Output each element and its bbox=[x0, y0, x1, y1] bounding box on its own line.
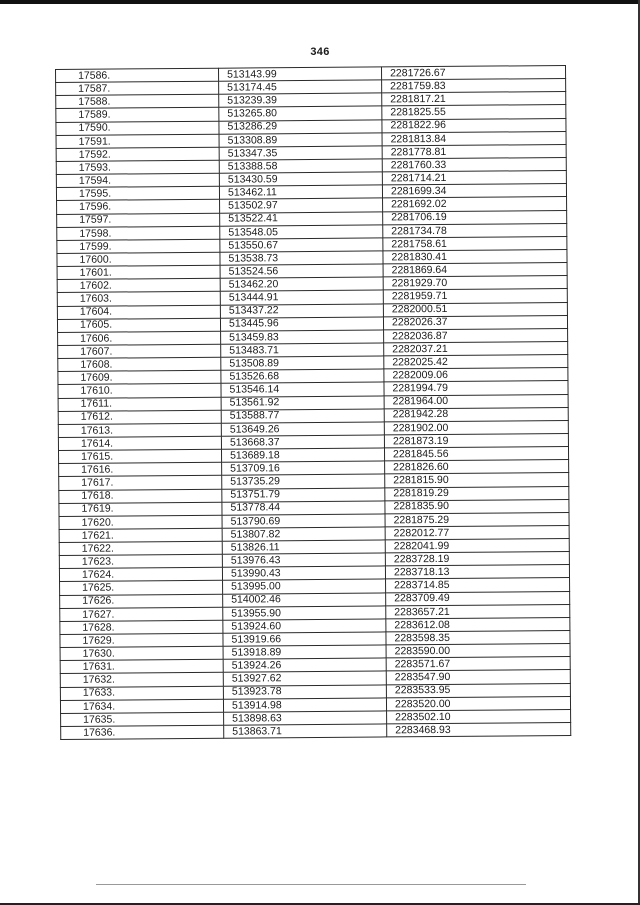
point-number-cell: 17621. bbox=[59, 528, 222, 542]
easting-cell: 513919.66 bbox=[223, 632, 386, 646]
easting-cell: 513546.14 bbox=[221, 382, 384, 396]
point-number-cell: 17622. bbox=[59, 541, 222, 555]
easting-cell: 513347.35 bbox=[219, 146, 382, 160]
point-number-cell: 17593. bbox=[56, 160, 219, 174]
northing-cell: 2281959.71 bbox=[383, 289, 567, 304]
easting-cell: 513462.20 bbox=[220, 277, 383, 291]
northing-cell: 2281699.34 bbox=[382, 184, 566, 199]
easting-cell: 513430.59 bbox=[219, 172, 382, 186]
easting-cell: 513826.11 bbox=[222, 540, 385, 554]
point-number-cell: 17606. bbox=[58, 331, 221, 345]
easting-cell: 513444.91 bbox=[220, 290, 383, 304]
northing-cell: 2281692.02 bbox=[383, 197, 567, 212]
point-number-cell: 17613. bbox=[58, 423, 221, 437]
northing-cell: 2283657.21 bbox=[386, 604, 570, 619]
easting-cell: 513502.97 bbox=[220, 198, 383, 212]
easting-cell: 513143.99 bbox=[218, 67, 381, 81]
easting-cell: 513927.62 bbox=[223, 671, 386, 685]
coordinate-table-body bbox=[56, 65, 571, 739]
northing-cell: 2281845.56 bbox=[384, 447, 568, 462]
point-number-cell: 17618. bbox=[59, 489, 222, 503]
easting-cell: 513668.37 bbox=[221, 435, 384, 449]
northing-cell: 2283520.00 bbox=[386, 696, 570, 711]
northing-cell: 2282041.99 bbox=[385, 539, 569, 554]
northing-cell: 2281822.96 bbox=[382, 118, 566, 133]
point-number-cell: 17603. bbox=[57, 292, 220, 306]
point-number-cell: 17610. bbox=[58, 384, 221, 398]
point-number-cell: 17608. bbox=[58, 357, 221, 371]
scan-top-edge bbox=[0, 0, 640, 4]
northing-cell: 2282025.42 bbox=[384, 355, 568, 370]
easting-cell: 513522.41 bbox=[220, 211, 383, 225]
easting-cell: 513462.11 bbox=[219, 185, 382, 199]
point-number-cell: 17624. bbox=[59, 568, 222, 582]
easting-cell: 513550.67 bbox=[220, 238, 383, 252]
easting-cell: 513508.89 bbox=[221, 356, 384, 370]
easting-cell: 513976.43 bbox=[222, 553, 385, 567]
northing-cell: 2281726.67 bbox=[381, 65, 565, 80]
point-number-cell: 17633. bbox=[60, 686, 223, 700]
easting-cell: 513548.05 bbox=[220, 225, 383, 239]
northing-cell: 2281819.29 bbox=[385, 486, 569, 501]
point-number-cell: 17634. bbox=[60, 699, 223, 713]
point-number-cell: 17604. bbox=[57, 305, 220, 319]
northing-cell: 2283468.93 bbox=[387, 723, 571, 738]
coordinate-table bbox=[55, 65, 571, 740]
northing-cell: 2281760.33 bbox=[382, 157, 566, 172]
point-number-cell: 17636. bbox=[61, 725, 224, 739]
easting-cell: 513778.44 bbox=[222, 501, 385, 515]
point-number-cell: 17607. bbox=[58, 344, 221, 358]
point-number-cell: 17596. bbox=[57, 200, 220, 214]
easting-cell: 513524.56 bbox=[220, 264, 383, 278]
easting-cell: 513709.16 bbox=[222, 461, 385, 475]
point-number-cell: 17609. bbox=[58, 370, 221, 384]
point-number-cell: 17594. bbox=[56, 173, 219, 187]
easting-cell: 513437.22 bbox=[220, 303, 383, 317]
easting-cell: 513174.45 bbox=[219, 80, 382, 94]
northing-cell: 2281869.64 bbox=[383, 263, 567, 278]
easting-cell: 513445.96 bbox=[220, 317, 383, 331]
point-number-cell: 17598. bbox=[57, 226, 220, 240]
northing-cell: 2283571.67 bbox=[386, 657, 570, 672]
point-number-cell: 17597. bbox=[57, 213, 220, 227]
point-number-cell: 17601. bbox=[57, 265, 220, 279]
easting-cell: 513561.92 bbox=[221, 395, 384, 409]
northing-cell: 2281706.19 bbox=[383, 210, 567, 225]
easting-cell: 513265.80 bbox=[219, 106, 382, 120]
easting-cell: 514002.46 bbox=[223, 593, 386, 607]
point-number-cell: 17587. bbox=[56, 81, 219, 95]
northing-cell: 2283590.00 bbox=[386, 644, 570, 659]
point-number-cell: 17617. bbox=[59, 476, 222, 490]
point-number-cell: 17631. bbox=[60, 660, 223, 674]
point-number-cell: 17635. bbox=[61, 712, 224, 726]
table-row bbox=[61, 723, 571, 740]
easting-cell: 513538.73 bbox=[220, 251, 383, 265]
northing-cell: 2283612.08 bbox=[386, 617, 570, 632]
northing-cell: 2281873.19 bbox=[384, 433, 568, 448]
easting-cell: 513735.29 bbox=[222, 474, 385, 488]
easting-cell: 513995.00 bbox=[223, 579, 386, 593]
point-number-cell: 17586. bbox=[56, 68, 219, 82]
northing-cell: 2281778.81 bbox=[382, 144, 566, 159]
point-number-cell: 17602. bbox=[57, 278, 220, 292]
northing-cell: 2282012.77 bbox=[385, 525, 569, 540]
northing-cell: 2283709.49 bbox=[386, 591, 570, 606]
coordinate-table-wrapper bbox=[55, 65, 571, 740]
point-number-cell: 17589. bbox=[56, 108, 219, 122]
point-number-cell: 17600. bbox=[57, 252, 220, 266]
easting-cell: 513898.63 bbox=[224, 711, 387, 725]
northing-cell: 2283502.10 bbox=[387, 709, 571, 724]
northing-cell: 2283728.19 bbox=[385, 552, 569, 567]
easting-cell: 513923.78 bbox=[223, 685, 386, 699]
easting-cell: 513308.89 bbox=[219, 133, 382, 147]
point-number-cell: 17595. bbox=[56, 186, 219, 200]
point-number-cell: 17605. bbox=[57, 318, 220, 332]
point-number-cell: 17629. bbox=[60, 633, 223, 647]
point-number-cell: 17614. bbox=[58, 436, 221, 450]
northing-cell: 2281929.70 bbox=[383, 276, 567, 291]
northing-cell: 2281964.00 bbox=[384, 394, 568, 409]
easting-cell: 513863.71 bbox=[224, 724, 387, 738]
point-number-cell: 17632. bbox=[60, 673, 223, 687]
northing-cell: 2282009.06 bbox=[384, 368, 568, 383]
northing-cell: 2281734.78 bbox=[383, 223, 567, 238]
northing-cell: 2282036.87 bbox=[384, 328, 568, 343]
northing-cell: 2282037.21 bbox=[384, 341, 568, 356]
easting-cell: 513239.39 bbox=[219, 93, 382, 107]
easting-cell: 513459.83 bbox=[221, 330, 384, 344]
easting-cell: 513924.26 bbox=[223, 658, 386, 672]
point-number-cell: 17630. bbox=[60, 646, 223, 660]
point-number-cell: 17620. bbox=[59, 515, 222, 529]
footer-rule bbox=[96, 884, 526, 885]
point-number-cell: 17611. bbox=[58, 397, 221, 411]
northing-cell: 2281758.61 bbox=[383, 236, 567, 251]
northing-cell: 2282000.51 bbox=[383, 302, 567, 317]
northing-cell: 2281875.29 bbox=[385, 512, 569, 527]
northing-cell: 2281826.60 bbox=[385, 460, 569, 475]
northing-cell: 2281902.00 bbox=[384, 420, 568, 435]
easting-cell: 513286.29 bbox=[219, 119, 382, 133]
northing-cell: 2281813.84 bbox=[382, 131, 566, 146]
northing-cell: 2281942.28 bbox=[384, 407, 568, 422]
northing-cell: 2283533.95 bbox=[386, 683, 570, 698]
point-number-cell: 17588. bbox=[56, 94, 219, 108]
point-number-cell: 17619. bbox=[59, 502, 222, 516]
point-number-cell: 17616. bbox=[59, 462, 222, 476]
northing-cell: 2282026.37 bbox=[383, 315, 567, 330]
easting-cell: 513807.82 bbox=[222, 527, 385, 541]
easting-cell: 513689.18 bbox=[221, 448, 384, 462]
northing-cell: 2281817.21 bbox=[382, 92, 566, 107]
northing-cell: 2281759.83 bbox=[382, 79, 566, 94]
easting-cell: 513388.58 bbox=[219, 159, 382, 173]
easting-cell: 513483.71 bbox=[221, 343, 384, 357]
northing-cell: 2283718.13 bbox=[385, 565, 569, 580]
northing-cell: 2281825.55 bbox=[382, 105, 566, 120]
easting-cell: 513588.77 bbox=[221, 409, 384, 423]
northing-cell: 2283598.35 bbox=[386, 631, 570, 646]
easting-cell: 513649.26 bbox=[221, 422, 384, 436]
point-number-cell: 17626. bbox=[60, 594, 223, 608]
point-number-cell: 17599. bbox=[57, 239, 220, 253]
easting-cell: 513918.89 bbox=[223, 645, 386, 659]
easting-cell: 513955.90 bbox=[223, 606, 386, 620]
northing-cell: 2281815.90 bbox=[385, 473, 569, 488]
northing-cell: 2281835.90 bbox=[385, 499, 569, 514]
point-number-cell: 17590. bbox=[56, 121, 219, 135]
northing-cell: 2281714.21 bbox=[382, 171, 566, 186]
easting-cell: 513914.98 bbox=[223, 698, 386, 712]
easting-cell: 513790.69 bbox=[222, 514, 385, 528]
page-number: 346 bbox=[310, 46, 330, 58]
easting-cell: 513990.43 bbox=[222, 566, 385, 580]
point-number-cell: 17623. bbox=[59, 554, 222, 568]
easting-cell: 513751.79 bbox=[222, 487, 385, 501]
point-number-cell: 17628. bbox=[60, 620, 223, 634]
easting-cell: 513526.68 bbox=[221, 369, 384, 383]
northing-cell: 2283714.85 bbox=[386, 578, 570, 593]
northing-cell: 2283547.90 bbox=[386, 670, 570, 685]
point-number-cell: 17591. bbox=[56, 134, 219, 148]
point-number-cell: 17627. bbox=[60, 607, 223, 621]
easting-cell: 513924.60 bbox=[223, 619, 386, 633]
point-number-cell: 17615. bbox=[58, 449, 221, 463]
northing-cell: 2281830.41 bbox=[383, 249, 567, 264]
point-number-cell: 17592. bbox=[56, 147, 219, 161]
point-number-cell: 17625. bbox=[60, 581, 223, 595]
point-number-cell: 17612. bbox=[58, 410, 221, 424]
northing-cell: 2281994.79 bbox=[384, 381, 568, 396]
